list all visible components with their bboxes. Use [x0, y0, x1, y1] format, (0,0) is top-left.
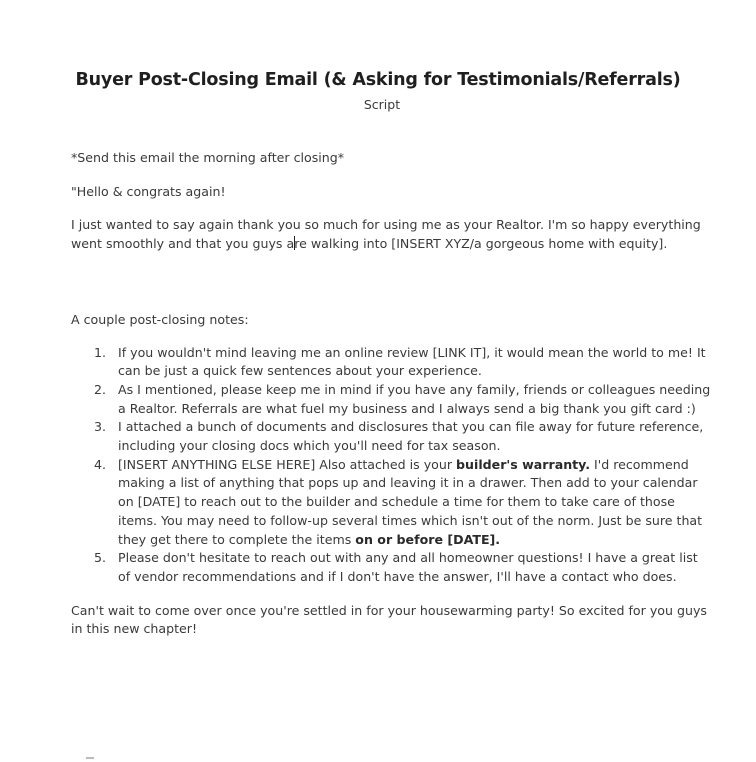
list-item-text: I attached a bunch of documents and disclosures that you can file away for future reference, including your closing docs which you'll need for tax season.: [118, 419, 704, 454]
item-4-text-b: I'd recommend making a list of anything that pops up and leaving it in a drawer. Then add to your calendar on [DATE] to reach out to the builder and schedule a time for them to take care of those items. You may need to follow-up several times which isn't out of the norm. Just be sure that they get there to complete the items: [118, 456, 703, 547]
list-item-number: 5.: [94, 550, 107, 566]
list-item-number: 1.: [94, 344, 107, 360]
item-4-text-a: [INSERT ANYTHING ELSE HERE] Also attached is your: [118, 456, 457, 472]
list-item-number: 4.: [94, 456, 107, 472]
send-instruction: *Send this email the morning after closing*: [71, 150, 345, 165]
builders-warranty-bold: builder's warranty.: [456, 456, 591, 472]
notes-label: A couple post-closing notes:: [71, 311, 249, 327]
list-item-number: 3.: [94, 419, 107, 435]
closing-paragraph: Can't wait to come over once you're settled in for your housewarming party! So excited for you guys in this new chapter!: [71, 602, 707, 637]
thanks-text-start: I just wanted to say again thank you so much for using me as your Realtor. I'm so happy everything went smoothly and that you guys a: [71, 217, 701, 252]
thanks-text-end: re walking into [INSERT XYZ/a gorgeous home with equity].: [294, 236, 668, 252]
document-title: Buyer Post-Closing Email (& Asking for Testimonials/Referrals): [75, 70, 681, 90]
post-closing-notes-list: [71, 344, 711, 587]
document-subtitle: Script: [363, 97, 401, 112]
list-item: [71, 549, 711, 586]
list-item-text: As I mentioned, please keep me in mind if you have any family, friends or colleagues needing a Realtor. Referrals are what fuel my business and I always send a big thank you gift card :): [118, 381, 711, 416]
list-item: [71, 456, 711, 550]
partial-text-fragment: [86, 757, 94, 759]
list-item-number: 2.: [94, 381, 107, 397]
list-item-text: If you wouldn't mind leaving me an online review [LINK IT], it would mean the world to me! It can be just a quick few sentences about your experience.: [118, 344, 706, 379]
document-body[interactable]: [71, 149, 711, 639]
thanks-paragraph: [71, 216, 711, 253]
list-item: [71, 344, 711, 381]
on-or-before-date-bold: on or before [DATE].: [355, 531, 501, 547]
list-item: [71, 418, 711, 455]
greeting: "Hello & congrats again!: [71, 183, 226, 199]
list-item: [71, 381, 711, 418]
list-item-text: [118, 456, 711, 550]
list-item-text: Please don't hesitate to reach out with any and all homeowner questions! I have a great list of vendor recommendations and if I don't have the answer, I'll have a contact who does.: [118, 550, 698, 584]
